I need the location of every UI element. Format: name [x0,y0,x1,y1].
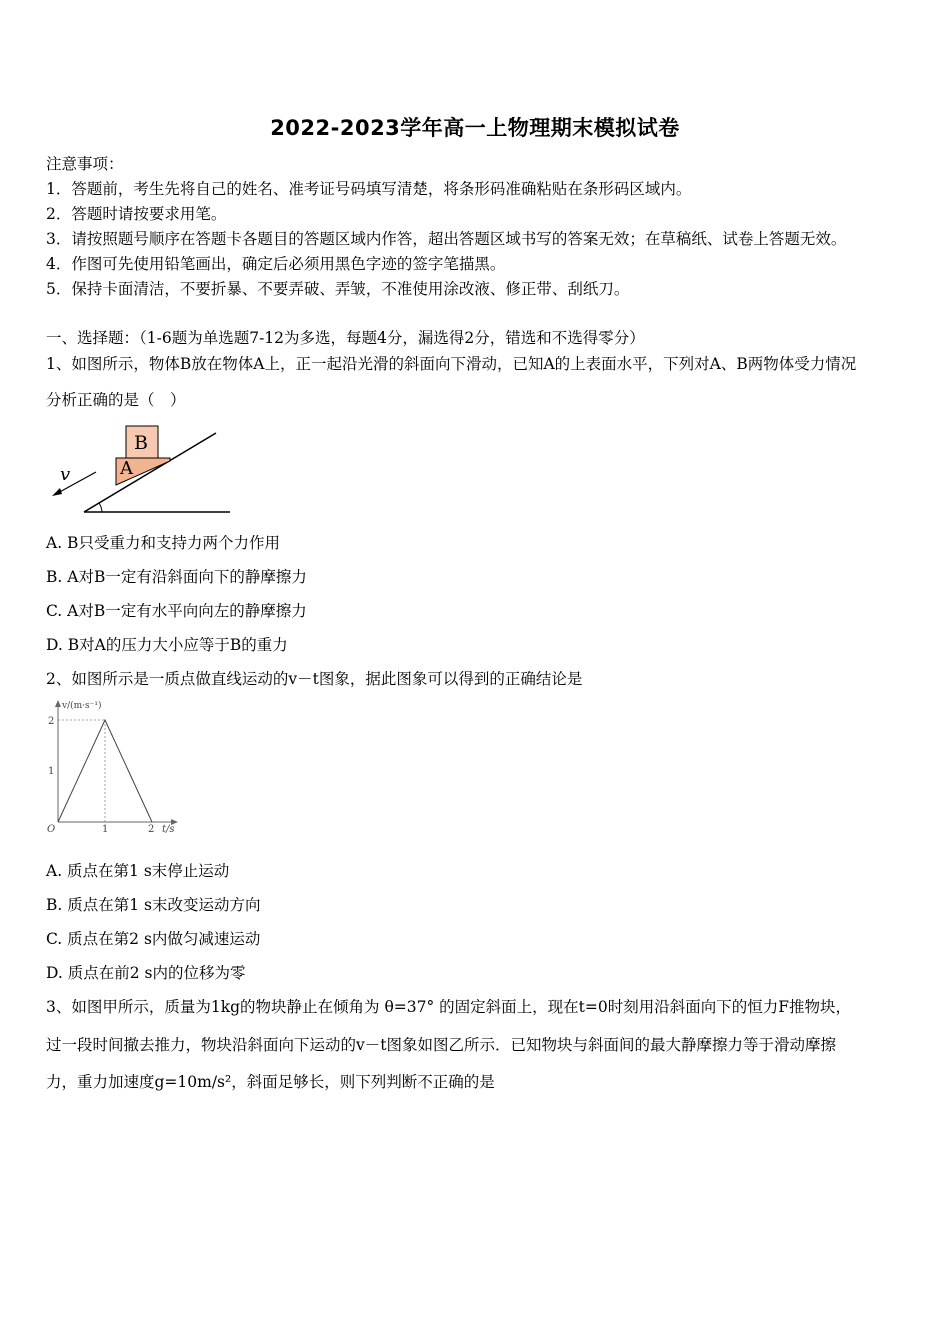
q2-stem: 2、如图所示是一质点做直线运动的v－t图象，据此图象可以得到的正确结论是 [46,670,583,688]
q1-stem-line1: 1、如图所示，物体B放在物体A上，正一起沿光滑的斜面向下滑动，已知A的上表面水平，下列对A、B两物体受力情况 [46,355,857,373]
q3-stem-line3: 力，重力加速度g=10m/s²，斜面足够长，则下列判断不正确的是 [46,1073,495,1091]
q1-option-c: C. A对B一定有水平向向左的静摩擦力 [46,602,307,620]
section-heading: 一、选择题：（1-6题为单选题7-12为多选，每题4分，漏选得2分，错选和不选得零分） [46,329,645,347]
q2-vt-graph [44,698,184,840]
notice-item-3: 3．请按照题号顺序在答题卡各题目的答题区域内作答，超出答题区域书写的答案无效；在草稿纸、试卷上答题无效。 [46,230,847,248]
q2-option-b: B. 质点在第1 s末改变运动方向 [46,896,261,914]
notice-item-5: 5．保持卡面清洁，不要折暴、不要弄破、弄皱，不准使用涂改液、修正带、刮纸刀。 [46,280,630,298]
origin-label: O [47,824,56,835]
x-axis-label: t/s [162,824,175,835]
x-tick-2: 2 [148,824,155,835]
q1-incline-figure [44,420,244,520]
notice-heading: 注意事项： [46,155,124,173]
y-tick-2: 2 [48,716,55,727]
q2-option-a: A. 质点在第1 s末停止运动 [46,862,230,880]
label-v: v [60,464,71,485]
notice-item-2: 2．答题时请按要求用笔。 [46,205,227,223]
x-tick-1: 1 [102,824,109,835]
page-title: 2022-2023学年高一上物理期末模拟试卷 [270,116,680,140]
q1-stem-line2: 分析正确的是（ ） [46,391,186,409]
q1-option-a: A. B只受重力和支持力两个力作用 [46,534,280,552]
label-b: B [134,432,148,454]
q1-option-d: D. B对A的压力大小应等于B的重力 [46,636,288,654]
notice-item-4: 4．作图可先使用铅笔画出，确定后必须用黑色字迹的签字笔描黑。 [46,255,506,273]
label-a: A [120,458,133,479]
notice-item-1: 1．答题前，考生先将自己的姓名、准考证号码填写清楚，将条形码准确粘贴在条形码区域内。 [46,180,692,198]
q1-option-b: B. A对B一定有沿斜面向下的静摩擦力 [46,568,307,586]
q3-stem-line2: 过一段时间撤去推力，物块沿斜面向下运动的v－t图象如图乙所示．已知物块与斜面间的最大静摩擦力等于滑动摩擦 [46,1036,836,1054]
q3-stem-line1: 3、如图甲所示，质量为1kg的物块静止在倾角为 θ=37° 的固定斜面上，现在t=0时刻用沿斜面向下的恒力F推物块， [46,998,852,1016]
vt-line [58,720,152,822]
q2-option-c: C. 质点在第2 s内做匀减速运动 [46,930,261,948]
y-tick-1: 1 [48,766,55,777]
y-axis-label: v/(m·s⁻¹) [62,701,102,711]
q2-option-d: D. 质点在前2 s内的位移为零 [46,964,246,982]
